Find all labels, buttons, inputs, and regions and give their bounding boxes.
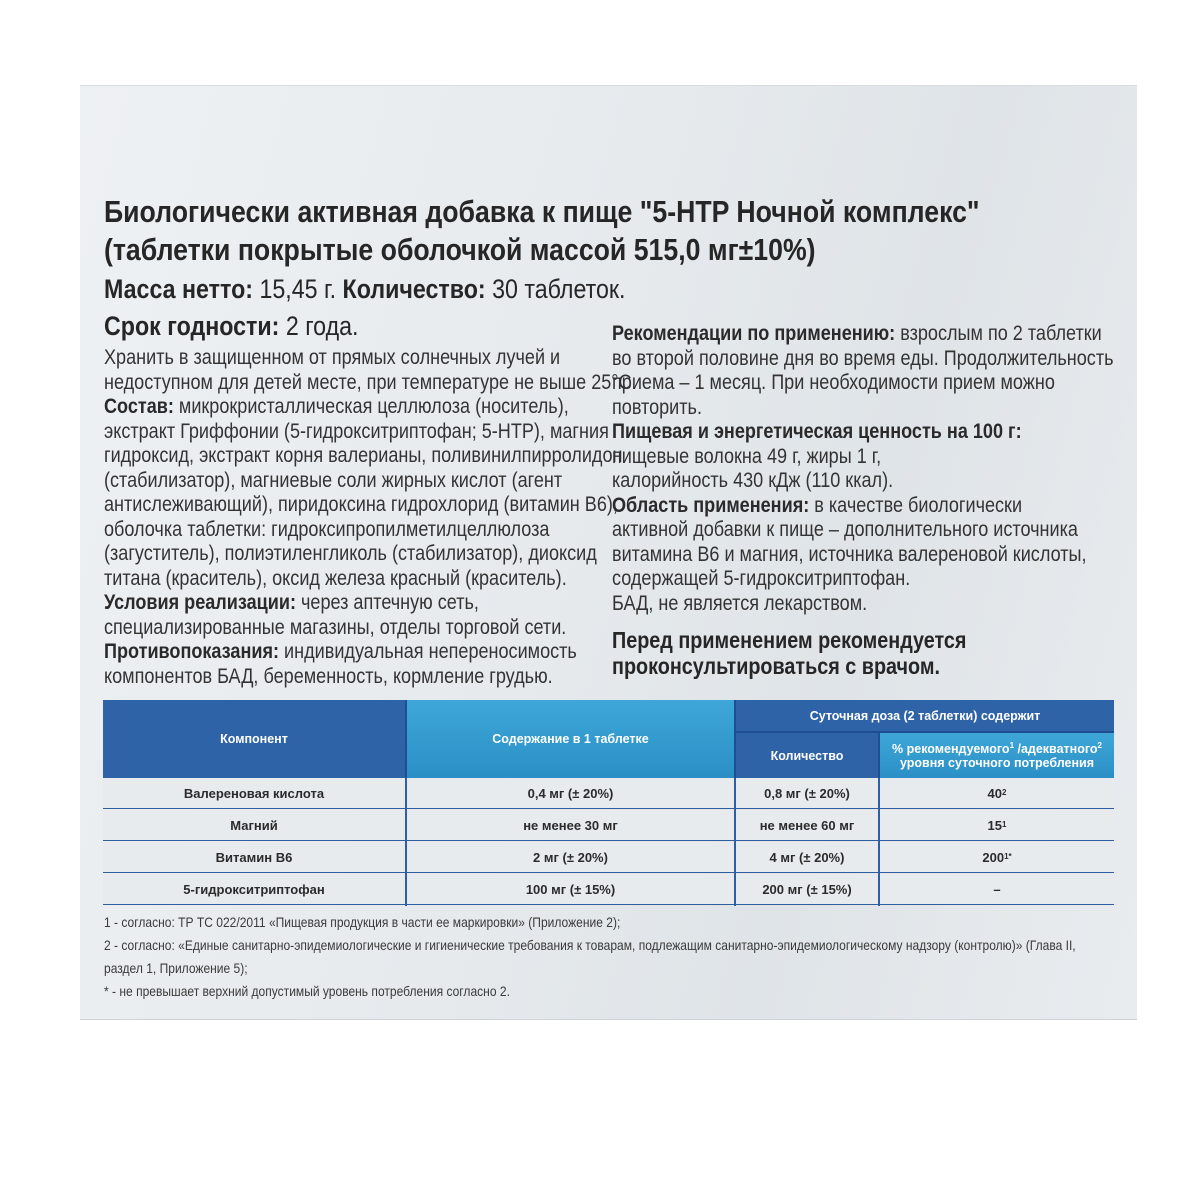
footnote-2: 2 - согласно: «Единые санитарно-эпидемиологические и гигиенические требования к товарам, подлежащим санитарно-эпидемиологическому надзору (контролю)» (Глава II,	[104, 937, 1076, 953]
cell-per-tablet: 0,4 мг (± 20%)	[527, 785, 614, 801]
net-mass-value: 15,45 г.	[253, 274, 343, 304]
left-column-text: Хранить в защищенном от прямых солнечных лучей и недоступном для детей месте, при температуре не выше 25°С. Состав: микрокристаллическая целлюлоза (носитель), экстракт Гриффонии (5-гидрокситриптофан; 5-HTP), магния гидроксид, экстракт корня валерианы, поливинилпирролидон (стабилизатор), магниевые соли жирных кислот (агент антислеживающий), пиридоксина гидрохлорид (витамин В6), оболочка таблетки: гидроксипропилметилцеллюлоза (загуститель), полиэтиленгликоль (стабилизатор), диоксид титана (краситель), оксид железа красный (краситель). Условия реализации: через аптечную сеть, специализированные магазины, отделы торговой сети. Противопоказания: индивидуальная непереносимость компонентов БАД, беременность, кормление грудью.	[104, 346, 637, 688]
shelf-life-value: 2 года.	[279, 311, 359, 341]
table-row	[103, 842, 1114, 873]
cell-quantity: 0,8 мг (± 20%)	[764, 785, 850, 801]
footnote-star: * - не превышает верхний допустимый уровень потребления согласно 2.	[104, 983, 510, 999]
nutrition-label: Пищевая и энергетическая ценность на 100 г:	[612, 420, 1022, 443]
shelf-life-label: Срок годности:	[104, 311, 280, 341]
cell-per-tablet: не менее 30 мг	[523, 817, 618, 833]
contra-label: Противопоказания:	[104, 640, 280, 663]
usage-first: Рекомендации по применению: взрослым по 2 таблетки	[612, 322, 1102, 345]
usage-label: Рекомендации по применению:	[612, 322, 896, 345]
consult-warning: Перед применением рекомендуется проконсультироваться с врачом.	[612, 627, 967, 679]
cell-percent: 15 1	[987, 817, 1007, 833]
cell-quantity: не менее 60 мг	[759, 817, 855, 833]
cell-component: Валереновая кислота	[183, 785, 325, 801]
scope-label: Область применения:	[612, 493, 810, 517]
cell-percent: 200 1*	[982, 849, 1012, 865]
cell-component: Витамин В6	[215, 849, 293, 865]
nutrient-table	[103, 700, 1114, 906]
shelf-life-line	[104, 311, 358, 342]
cell-per-tablet: 100 мг (± 15%)	[525, 881, 616, 897]
quantity-value: 30 таблеток.	[485, 274, 626, 304]
header-daily-dose: Суточная доза (2 таблетки) содержит	[809, 708, 1041, 723]
sale-label: Условия реализации:	[104, 591, 296, 614]
cell-quantity: 200 мг (± 15%)	[762, 881, 852, 897]
header-per-tablet: Содержание в 1 таблетке	[407, 700, 734, 778]
right-column-text: Рекомендации по применению: взрослым по 2 таблетки во второй половине дня во время еды. Продолжительность приема – 1 месяц. При необходимости прием можно повторить. Пищевая и энергетическая ценность на 100 г: пищевые волокна 49 г, жиры 1 г, калорийность 430 кДж (110 ккал). Область применения: в качестве биологически активной добавки к пище – дополнительного источника витамина В6 и магния, источника валереновой кислоты, содержащей 5-гидрокситриптофан. БАД, не является лекарством.	[612, 322, 1114, 615]
footnotes	[104, 911, 1076, 1003]
contra-first: Противопоказания: индивидуальная непереносимость	[104, 640, 577, 663]
sale-first: Условия реализации: через аптечную сеть,	[104, 591, 479, 614]
cell-component: 5-гидрокситриптофан	[183, 881, 325, 897]
footnote-2-cont: раздел 1, Приложение 5);	[104, 960, 248, 976]
cell-quantity: 4 мг (± 20%)	[769, 849, 845, 865]
scope-first: Область применения: в качестве биологически	[612, 493, 1023, 517]
table-row	[103, 874, 1114, 905]
composition-first: Состав: микрокристаллическая целлюлоза (носитель),	[104, 395, 569, 418]
product-title: Биологически активная добавка к пище "5-HTP Ночной комплекс" (таблетки покрытые оболочкой массой 515,0 мг±10%)	[104, 194, 980, 267]
cell-component: Магний	[230, 817, 278, 833]
net-mass-label: Масса нетто:	[104, 274, 254, 304]
header-percent: % рекомендуемого$^1$ /адекватного$^2$ уровня суточного потребления	[880, 733, 1114, 778]
composition-label: Состав:	[104, 395, 174, 418]
footnote-1: 1 - согласно: ТР ТС 022/2011 «Пищевая продукция в части ее маркировки» (Приложение 2);	[104, 914, 621, 930]
quantity-label: Количество:	[342, 274, 486, 304]
header-quantity: Количество	[770, 748, 844, 763]
net-mass-line	[104, 274, 625, 305]
cell-percent: 40 2	[987, 785, 1007, 801]
table-row	[103, 778, 1114, 809]
storage-line-1: Хранить в защищенном от прямых солнечных лучей и	[104, 346, 561, 369]
table-row	[103, 810, 1114, 841]
cell-percent: –	[993, 881, 1001, 897]
cell-per-tablet: 2 мг (± 20%)	[533, 849, 608, 865]
header-component: Компонент	[220, 732, 288, 746]
storage-line-2: недоступном для детей месте, при температуре не выше 25°С.	[104, 370, 637, 394]
